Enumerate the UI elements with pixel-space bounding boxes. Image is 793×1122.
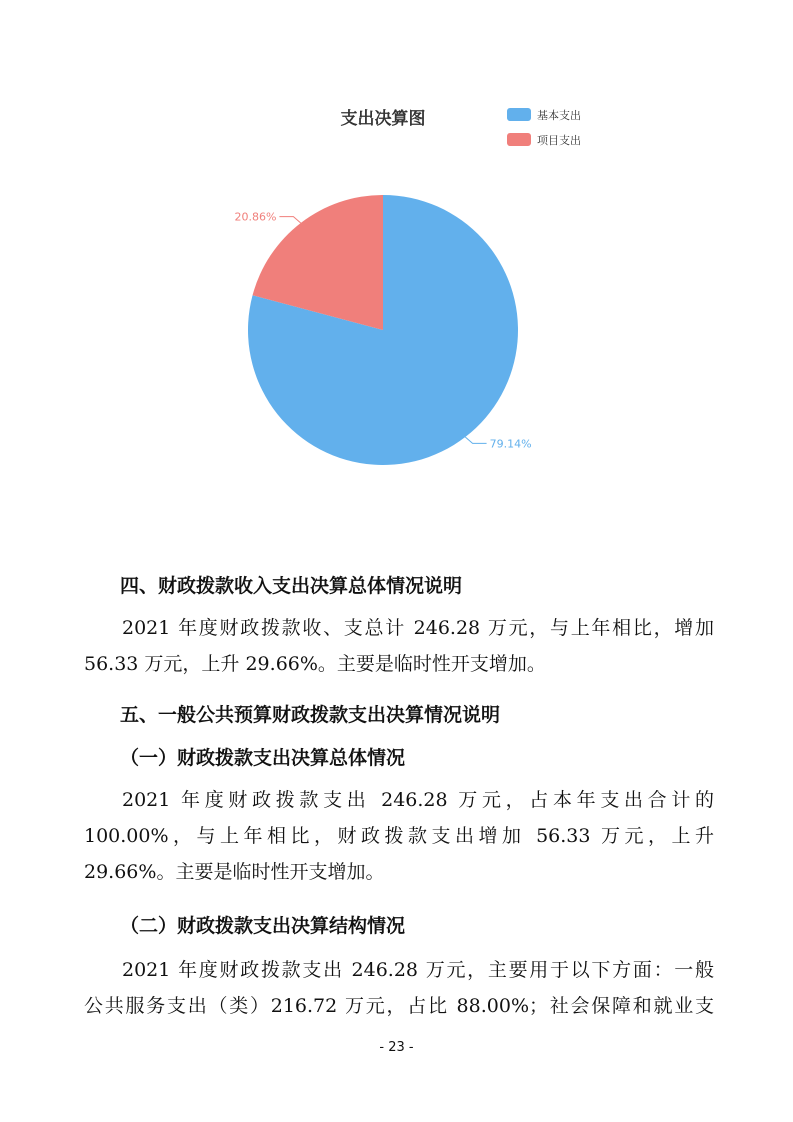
subsection-heading-1: （一）财政拨款支出决算总体情况	[120, 747, 406, 769]
paragraph-2-line-1: 2021 年度财政拨款支出 246.28 万元，占本年支出合计的	[122, 789, 714, 811]
legend-swatch-project	[507, 133, 531, 146]
legend-item-basic[interactable]	[507, 108, 581, 122]
paragraph-1-line-1: 2021 年度财政拨款收、支总计 246.28 万元，与上年相比，增加	[122, 617, 714, 639]
paragraph-1	[84, 610, 714, 682]
pie-slices	[248, 195, 518, 465]
legend-label-basic: 基本支出	[537, 109, 581, 122]
paragraph-1-line-2: 56.33 万元，上升 29.66%。主要是临时性开支增加。	[84, 653, 546, 675]
legend-swatch-basic	[507, 108, 531, 121]
legend-label-project: 项目支出	[537, 134, 581, 147]
subsection-heading-2: （二）财政拨款支出决算结构情况	[120, 915, 406, 937]
section-heading-5: 五、一般公共预算财政拨款支出决算情况说明	[120, 704, 501, 726]
pie-label-1: 20.86%	[234, 210, 277, 224]
paragraph-2-line-3: 29.66%。主要是临时性开支增加。	[84, 861, 385, 883]
pie-chart	[0, 0, 793, 520]
paragraph-3-line-1: 2021 年度财政拨款支出 246.28 万元，主要用于以下方面：一般	[122, 959, 714, 981]
legend	[507, 108, 581, 147]
paragraph-3-line-2: 公共服务支出（类）216.72 万元，占比 88.00%；社会保障和就业支	[84, 995, 714, 1017]
section-heading-4: 四、财政拨款收入支出决算总体情况说明	[120, 575, 463, 597]
legend-item-project[interactable]	[507, 133, 581, 147]
paragraph-2-line-2: 100.00%，与上年相比，财政拨款支出增加 56.33 万元，上升	[84, 825, 714, 847]
pie-label-0: 79.14%	[489, 437, 532, 451]
pie-leader-0	[465, 437, 486, 443]
paragraph-3	[84, 952, 714, 1024]
paragraph-2	[84, 782, 714, 890]
page-number: - 23 -	[379, 1040, 414, 1055]
chart-title: 支出决算图	[340, 109, 426, 129]
pie-leader-1	[279, 217, 300, 223]
